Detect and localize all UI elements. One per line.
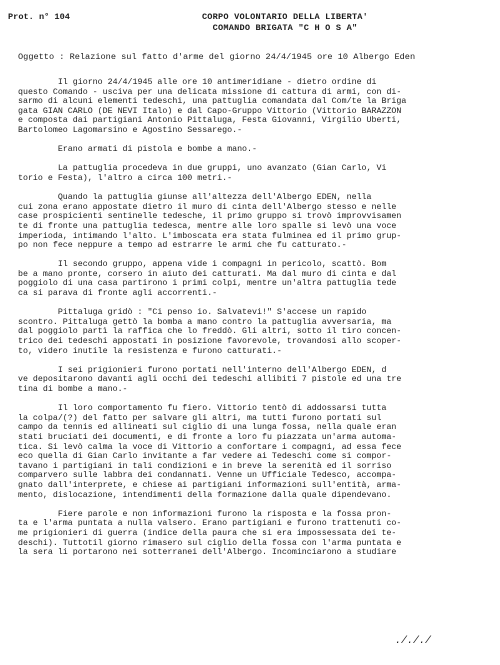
report-body [18, 78, 490, 558]
text-line: case prospicienti sentinelle tedesche, il primo gruppo si trovò improvvisamen [18, 212, 402, 222]
paragraph-gap [18, 155, 490, 165]
text-line: Il loro comportamento fu fiero. Vittorio tentò di addossarsi tutta [18, 404, 387, 414]
text-line: Pittaluga gridò : "Ci penso io. Salvatevi!" S'accese un rapido [18, 308, 367, 318]
text-line: gnato dall'interprete, e chiese ai partigiani informazioni sull'entità, arma- [18, 480, 402, 490]
text-line: Quando la pattuglia giunse all'altezza dell'Albergo EDEN, nella [18, 193, 372, 203]
text-line: la colpa/(?) del fatto per salvare gli altri, ma tutti furono portati sul [18, 413, 382, 423]
paragraph-gap [18, 136, 490, 146]
text-line: poggiolo di una casa partirono i primi colpi, mentre un'altra pattuglia tede [18, 279, 397, 289]
text-line: Il giorno 24/4/1945 alle ore 10 antimeridiane - dietro ordine di [18, 78, 377, 87]
subject-line: Oggetto : Relazione sul fatto d'arme del giorno 24/4/1945 ore 10 Albergo Eden [18, 52, 416, 62]
text-line: to, videro inutile la resistenza e furono catturati.- [18, 346, 282, 356]
text-line: la sera li portarono nei sotterranei dell'Albergo. Incominciarono a studiare [18, 548, 397, 558]
signature-marks: ./././ [395, 636, 432, 647]
paragraph-gap [18, 299, 490, 309]
text-line: be a mano pronte, corsero in aiuto dei catturati. Ma dal muro di cinta e dal [18, 269, 397, 279]
text-line: tina di bombe a mano.- [18, 385, 128, 394]
text-line: Erano armati di pistola e bombe a mano.- [18, 145, 257, 155]
paragraph-gap [18, 184, 490, 194]
text-line: ta e l'arma puntata a nulla valsero. Erano partigiani e furono trattenuti co- [18, 519, 402, 529]
text-line: scontro. Pittaluga gettò la bomba a mano contro la pattuglia avversaria, ma [18, 317, 392, 327]
text-line: stati bruciati dei documenti, e di fronte a loro fu piazzata un'arma automa- [18, 432, 397, 442]
text-line: po non fece neppure a tempo ad estrarre le armi che fu catturato.- [18, 241, 347, 251]
text-line: e composta dai partigiani Antonio Pittaluga, Festa Giovanni, Virgilio Uberti, [18, 116, 402, 126]
text-line: tica. Si levò calma la voce di Vittorio a confortare i compagni, ad essa fece [18, 442, 402, 452]
paragraph-gap [18, 251, 490, 261]
text-line: Il secondo gruppo, appena vide i compagni in pericolo, scattò. Bom [18, 260, 387, 270]
text-line: ve depositarono davanti agli occhi dei tedeschi allibiti 7 pistole ed una tre [18, 375, 402, 385]
text-line: tavano i partigiani in tali condizioni e in breve la serenità ed il sorriso [18, 461, 392, 471]
text-line: eco quella di Gian Carlo invitante a far vedere ai Tedeschi come si compor- [18, 452, 392, 462]
text-line: sarmo di alcuni elementi tedeschi, una pattuglia comandata dal Com/te la Briga [18, 97, 407, 107]
text-line: I sei prigionieri furono portati nell'interno dell'Albergo EDEN, d [18, 365, 387, 375]
text-line: deschi). Tuttotil giorno rimasero sul ciglio della fossa con l'arma puntata e [18, 538, 402, 548]
paragraph-gap [18, 500, 490, 510]
paragraph-gap [18, 395, 490, 405]
brigade-command: COMANDO BRIGATA "C H O S A" [212, 23, 358, 33]
organization-name: CORPO VOLONTARIO DELLA LIBERTA' [201, 12, 369, 22]
paragraph-gap [18, 356, 490, 366]
text-line: La pattuglia procedeva in due gruppi, uno avanzato (Gian Carlo, Vi [18, 164, 387, 174]
text-line: te di fronte una pattuglia tedesca, mentre alle loro spalle si levò una voce [18, 221, 397, 231]
text-line: comparvero sulle labbra dei condannati. Venne un Ufficiale Tedesco, accompa- [18, 471, 397, 481]
protocol-number: Prot. n° 104 [8, 12, 70, 22]
text-line: Bartolomeo Lagomarsino e Agostino Sessarego.- [18, 125, 243, 135]
text-line: cui zona erano appostate dietro il muro di cinta dell'Albergo stesso e nelle [18, 202, 397, 212]
text-line: dal poggiolo partì la raffica che lo freddò. Gli altri, sotto il tiro concen- [18, 327, 402, 337]
text-line: gata GIAN CARLO (DE NEVI Italo) e dal Capo-Gruppo Vittorio (Vittorio BARAZZON [18, 106, 402, 116]
text-line: imperioda, intimando l'alto. L'imboscata era stata fulminea ed il primo grup- [18, 231, 402, 241]
text-line: ca si parava di fronte agli accorrenti.- [18, 289, 218, 299]
text-line: trico dei tedeschi appostati in posizione favorevole, trovandosi allo scoper- [18, 337, 402, 347]
text-line: mento, dislocazione, intendimenti della formazione dalla quale dipendevano. [18, 490, 392, 500]
text-line: torio e Festa), l'altro a circa 100 metri.- [18, 173, 233, 183]
text-line: me prigionieri di guerra (indice della paura che si era impossessata dei te- [18, 528, 397, 538]
text-line: campo da tennis ed allineati sul ciglio di una lunga fossa, nella quale eran [18, 423, 397, 433]
text-line: Fiere parole e non informazioni furono la risposta e la fossa pron- [18, 509, 392, 519]
text-line: questo Comando - usciva per una delicata missione di cattura di armi, con di- [18, 87, 402, 97]
